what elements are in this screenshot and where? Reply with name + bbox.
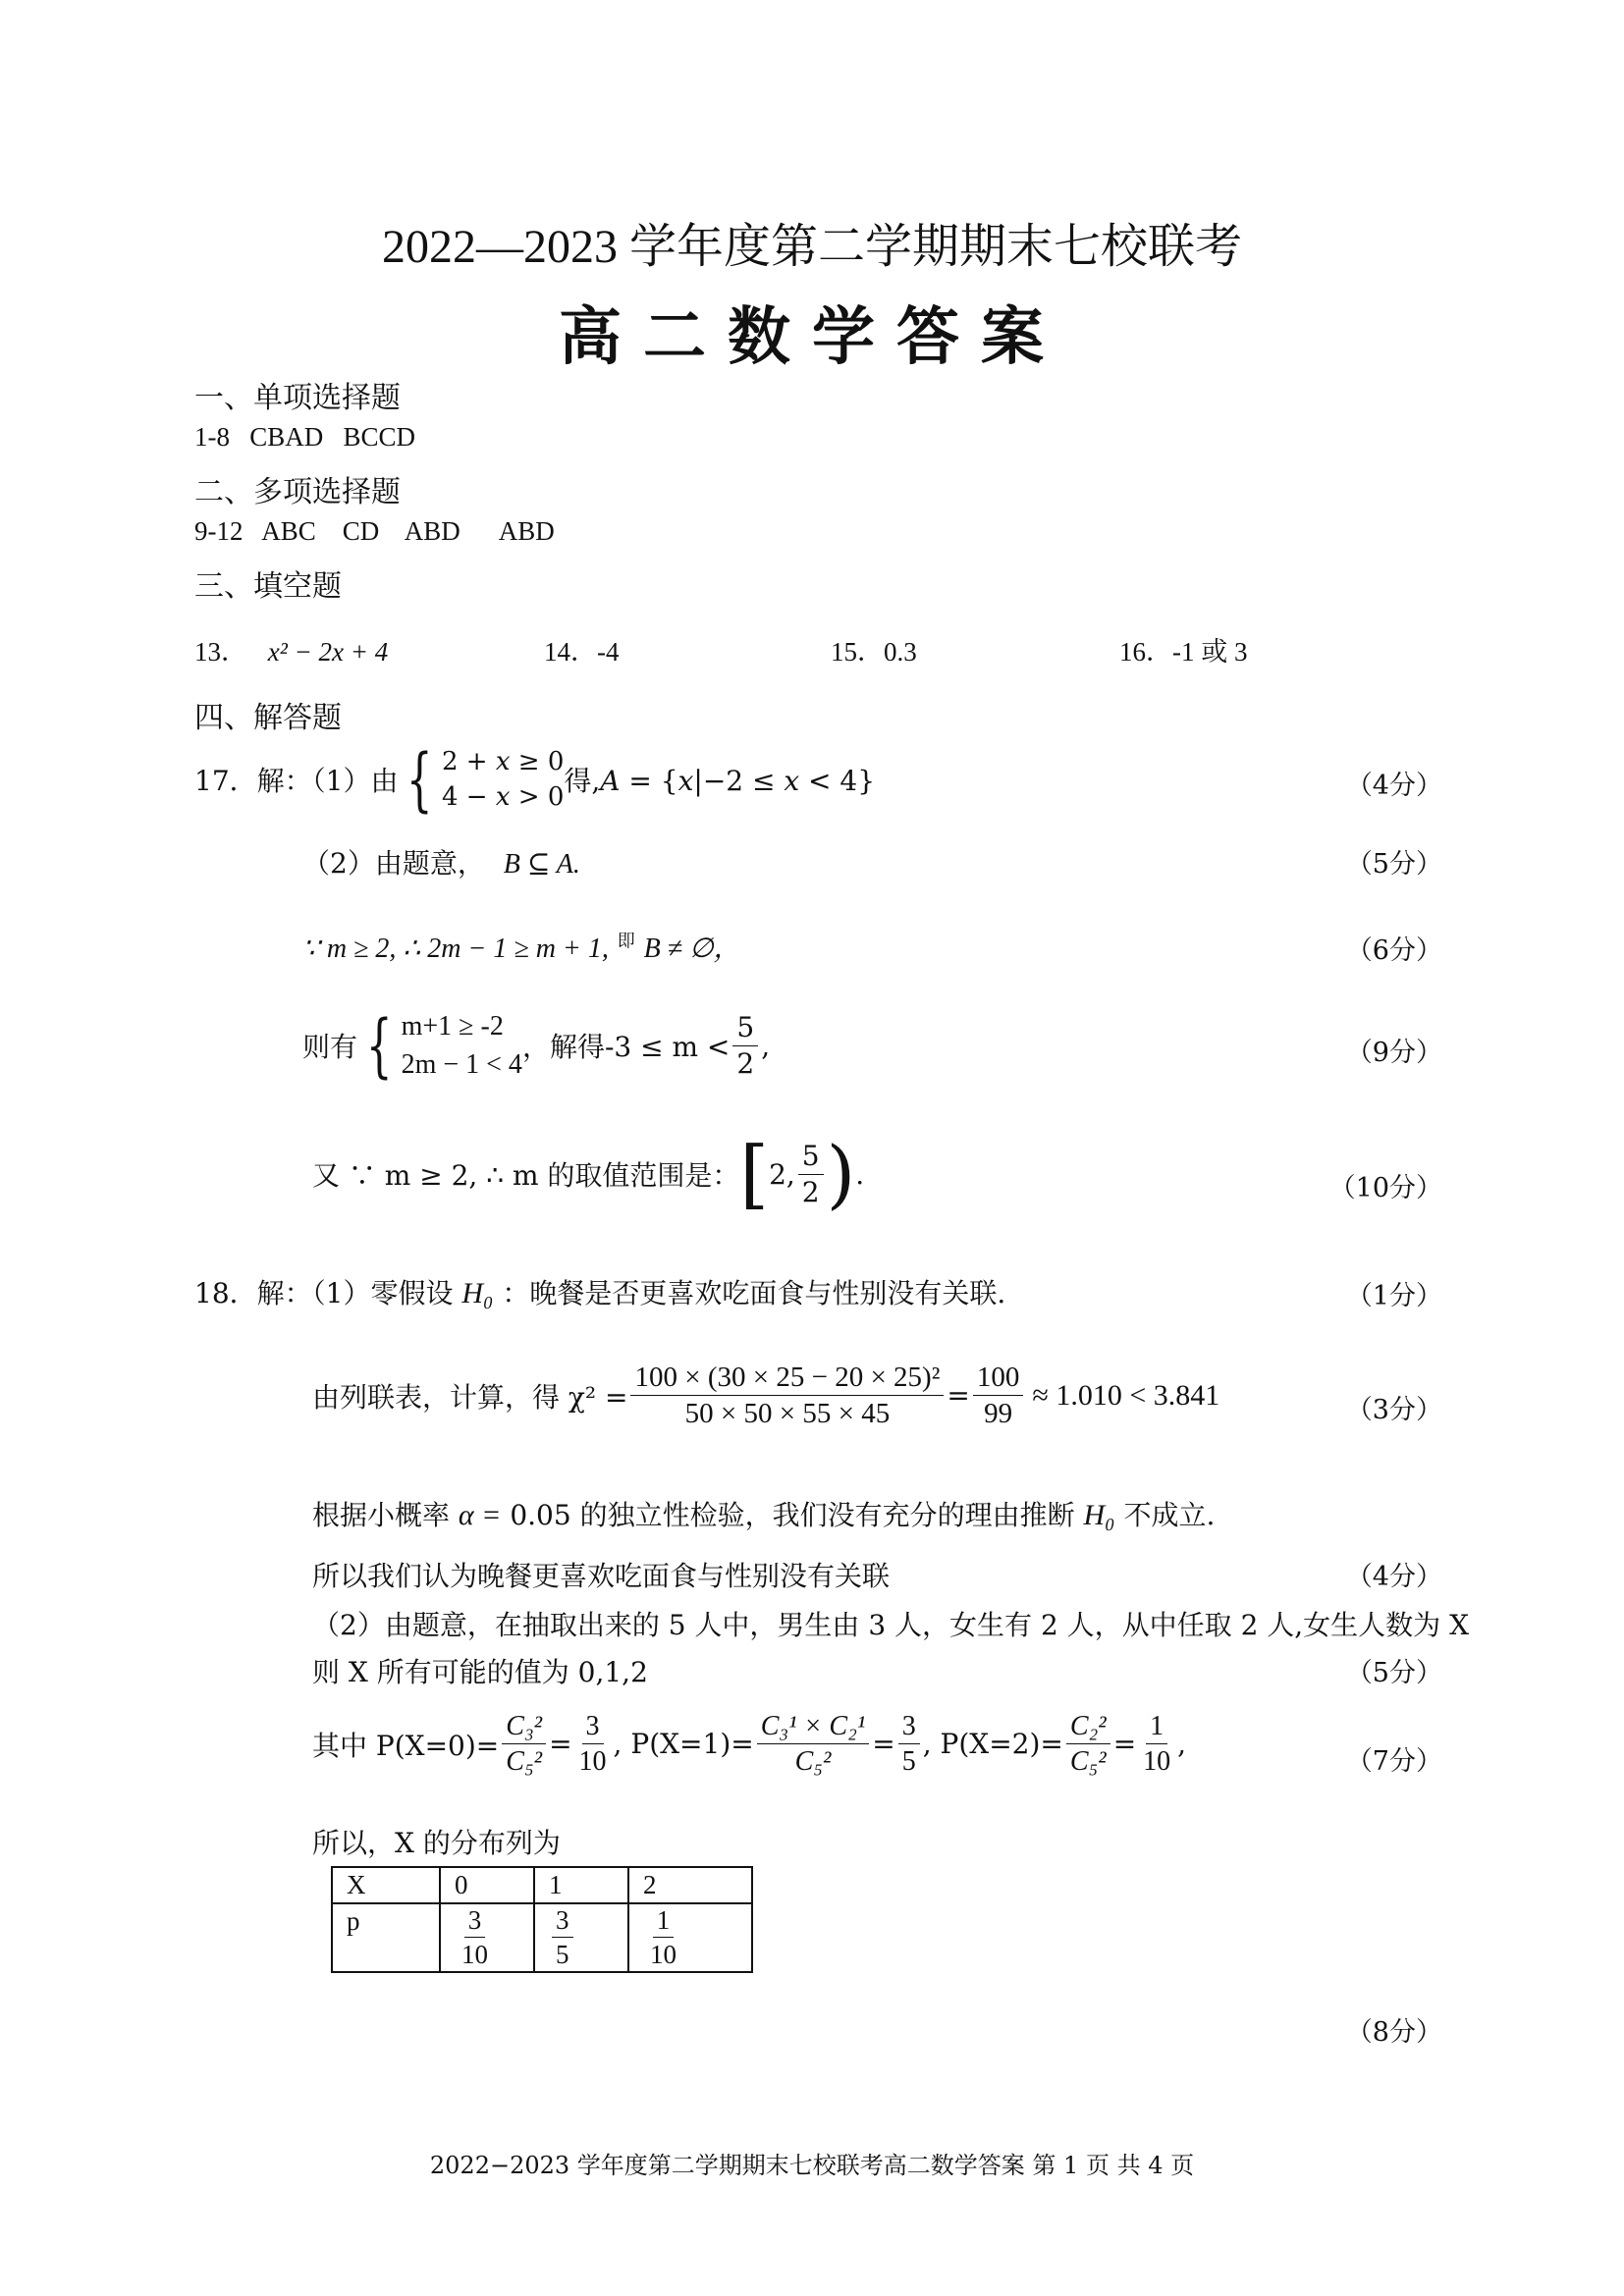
table-row xyxy=(332,1903,752,1972)
q18-score-1: （1分） xyxy=(1345,1281,1442,1311)
chi-square-denominator: 50 × 50 × 55 × 45 xyxy=(684,1398,891,1430)
q17-part2 xyxy=(302,842,580,881)
p0-value-den: 10 xyxy=(578,1746,607,1778)
table-cell xyxy=(534,1903,628,1972)
section-heading-multi-choice: 二、多项选择题 xyxy=(194,475,401,509)
chi-square-numerator: 100 × (30 × 25 − 20 × 25)² xyxy=(630,1362,944,1396)
p2-lead: , P(X=2)= xyxy=(922,1728,1063,1761)
chi-square-fraction xyxy=(630,1362,944,1429)
q17-part3-ji: 即 xyxy=(617,931,635,952)
q18-lead-tail: ：晚餐是否更喜欢吃面食与性别没有关联. xyxy=(502,1277,1006,1309)
multi-choice-answers: 9-12 ABC CD ABD ABD xyxy=(194,516,555,546)
left-brace-icon: { xyxy=(406,739,434,821)
q15-answer: 15．0.3 xyxy=(831,637,917,667)
q18-alpha: α = xyxy=(458,1499,502,1531)
q18-part5: （2）由题意，在抽取出来的 5 人中，男生由 3 人，女生有 2 人，从中任取 2 人,女生人数为 X xyxy=(312,1609,1470,1641)
q18-score-6: （5分） xyxy=(1345,1658,1442,1688)
q18-part3 xyxy=(312,1494,1215,1533)
left-brace-icon: { xyxy=(365,1005,393,1087)
p2-value-den: 10 xyxy=(1143,1746,1171,1778)
p0-value-num: 3 xyxy=(582,1712,604,1744)
q17-score-4: （9分） xyxy=(1345,1038,1442,1068)
q17-interval-tail: . xyxy=(855,1157,865,1191)
fraction-denominator: 10 xyxy=(650,1940,677,1970)
right-paren-icon: ) xyxy=(826,1130,856,1217)
p1-comb-den: C₅² xyxy=(794,1746,832,1778)
fraction-denominator: 2 xyxy=(736,1046,755,1080)
q17-ineq-2: 4 − 𝑥 > 0 xyxy=(442,782,565,813)
page-footer: 2022−2023 学年度第二学期期末七校联考高二数学答案 第 1 页 共 4 页 xyxy=(429,2152,1195,2179)
q18-h0: H₀ xyxy=(1083,1499,1115,1531)
table-header-cell: X xyxy=(332,1867,440,1903)
q17-result-set: 得,𝐴 = {𝑥|−2 ≤ 𝑥 < 4} xyxy=(564,765,876,798)
q17-part5-lead: 又 ∵ m ≥ 2, ∴ m 的取值范围是： xyxy=(312,1159,740,1192)
distribution-table xyxy=(331,1866,753,1973)
table-row xyxy=(332,1867,752,1903)
p1-lead: , P(X=1)= xyxy=(613,1728,754,1761)
q13-answer xyxy=(194,630,388,668)
q18-part1 xyxy=(194,1272,1005,1311)
q18-score-4: （4分） xyxy=(1345,1562,1442,1592)
q18-dist-lead: 所以，X 的分布列为 xyxy=(312,1827,561,1859)
q17-score-1: （4分） xyxy=(1345,771,1442,801)
p0-value-fraction xyxy=(575,1712,611,1777)
ratio-fraction xyxy=(973,1362,1024,1429)
p-tail: , xyxy=(1177,1728,1187,1761)
document-subtitle: 高二数学答案 xyxy=(559,301,1065,374)
p0-lead: 其中 P(X=0)= xyxy=(312,1729,500,1762)
q17-part3 xyxy=(302,927,741,966)
fraction-denominator: 10 xyxy=(461,1940,488,1970)
q18-part3-b: 0.05 的独立性检验，我们没有充分的理由推断 xyxy=(510,1499,1075,1531)
p2-value-fraction xyxy=(1139,1712,1174,1777)
p1-comb-num: C₃¹ × C₂¹ xyxy=(757,1712,870,1744)
q17-part2-math: B ⊆ A. xyxy=(503,849,580,880)
q17-part3-math: ∵ m ≥ 2, ∴ 2m − 1 ≥ m + 1, xyxy=(302,934,609,964)
q17-part1 xyxy=(194,739,876,821)
p2-comb-num: C₂² xyxy=(1066,1712,1110,1744)
table-cell xyxy=(628,1903,752,1972)
q17-part2-text: （2）由题意， xyxy=(302,847,485,880)
section-heading-fill-blank: 三、填空题 xyxy=(194,569,342,604)
table-header-cell: 0 xyxy=(440,1867,534,1903)
table-row-label: p xyxy=(332,1903,440,1972)
q13-expression: x² − 2x + 4 xyxy=(267,637,389,667)
q17-lead: 17．解：（1）由 xyxy=(194,765,399,798)
p0-comb-num: C₃² xyxy=(502,1712,546,1744)
p2-comb-den: C₅² xyxy=(1069,1746,1107,1778)
q17-part4 xyxy=(302,1005,771,1087)
q17-part4-ineq-1: m+1 ≥ -2 xyxy=(401,1011,504,1041)
q17-part3-tail: B ≠ ∅， xyxy=(643,934,741,964)
p1-comb-fraction xyxy=(757,1712,870,1777)
table-fraction xyxy=(646,1906,680,1969)
q17-ineq-1: 2 + 𝑥 ≥ 0 xyxy=(442,747,565,776)
section-heading-single-choice: 一、单项选择题 xyxy=(194,381,401,415)
q18-part4: 所以我们认为晚餐更喜欢吃面食与性别没有关联 xyxy=(312,1560,891,1592)
q17-part4-system xyxy=(402,1007,522,1084)
table-cell xyxy=(440,1903,534,1972)
q17-inequality-system xyxy=(442,744,564,816)
q14-answer: 14．-4 xyxy=(544,637,620,667)
p2-value-num: 1 xyxy=(1146,1712,1167,1744)
q18-calc-tail: ≈ 1.010 < 3.841 xyxy=(1032,1378,1220,1412)
q18-calc-lead: 由列联表，计算，得 χ² = xyxy=(312,1380,628,1414)
p0-comb-fraction xyxy=(502,1712,546,1777)
q17-score-5: （10分） xyxy=(1328,1173,1442,1203)
q18-part6: 则 X 所有可能的值为 0,1,2 xyxy=(312,1656,648,1688)
q18-lead: 18．解：（1）零假设 xyxy=(194,1277,454,1309)
fraction-five-halves xyxy=(798,1142,824,1206)
q18-score-8: （8分） xyxy=(1345,2017,1442,2048)
fraction-numerator: 3 xyxy=(464,1906,486,1938)
fraction-numerator: 5 xyxy=(732,1013,758,1045)
q17-part5 xyxy=(312,1130,865,1217)
q17-part4-mid: ，解得-3 ≤ m < xyxy=(521,1031,731,1064)
fraction-denominator: 5 xyxy=(556,1940,569,1970)
q13-label: 13． xyxy=(194,637,247,667)
fraction-numerator: 1 xyxy=(653,1906,675,1938)
q17-interval-left: 2, xyxy=(769,1157,795,1191)
q18-chi-square-calc xyxy=(312,1362,1219,1429)
ratio-denominator: 99 xyxy=(984,1398,1013,1430)
q18-h0: H₀ xyxy=(461,1277,494,1309)
p0-comb-den: C₅² xyxy=(506,1746,543,1778)
q17-part4-lead: 则有 xyxy=(302,1031,358,1064)
q17-part4-tail: , xyxy=(761,1029,771,1062)
table-fraction xyxy=(552,1906,573,1969)
left-bracket-icon: [ xyxy=(739,1130,770,1217)
q18-score-2: （3分） xyxy=(1345,1395,1442,1425)
table-fraction xyxy=(458,1906,492,1969)
fraction-numerator: 5 xyxy=(798,1142,824,1174)
table-header-cell: 2 xyxy=(628,1867,752,1903)
q18-probabilities: 其中 P(X=0)= $\frac{\text{C₃²}}{\text{C₅²}}$ = $\frac{3}{10}$ , P(X=1)= $\frac{\text{C₃¹ × C₂¹}}{\text{C₅²}}$ = $\frac{3}{5}$ , P(X=2)= $\frac{\text{C₂²}}{\text{C₅²}}$ = $\frac{1}{10}$ , xyxy=(312,1711,1187,1778)
ratio-numerator: 100 xyxy=(973,1362,1024,1396)
q17-score-3: （6分） xyxy=(1345,935,1442,966)
single-choice-answers: 1-8 CBAD BCCD xyxy=(194,422,416,452)
q17-score-2: （5分） xyxy=(1345,849,1442,880)
p2-comb-fraction xyxy=(1066,1712,1110,1777)
fraction-denominator: 2 xyxy=(801,1175,820,1208)
fraction-numerator: 3 xyxy=(552,1906,573,1938)
q18-part3-a: 根据小概率 xyxy=(312,1499,451,1531)
section-heading-solutions: 四、解答题 xyxy=(194,701,342,735)
table-header-cell: 1 xyxy=(534,1867,628,1903)
q16-answer: 16．-1 或 3 xyxy=(1119,637,1248,667)
q18-part3-c: 不成立. xyxy=(1123,1499,1216,1531)
document-title: 2022—2023 学年度第二学期期末七校联考 xyxy=(381,221,1242,273)
fraction-five-halves xyxy=(732,1013,758,1078)
q18-calc-eq: = xyxy=(947,1379,970,1413)
q18-score-7: （7分） xyxy=(1345,1746,1442,1777)
q17-part4-ineq-2: 2m − 1 < 4 xyxy=(401,1049,522,1081)
p1-value-num: 3 xyxy=(898,1712,920,1744)
p1-value-fraction xyxy=(898,1712,920,1777)
p1-value-den: 5 xyxy=(901,1746,916,1778)
